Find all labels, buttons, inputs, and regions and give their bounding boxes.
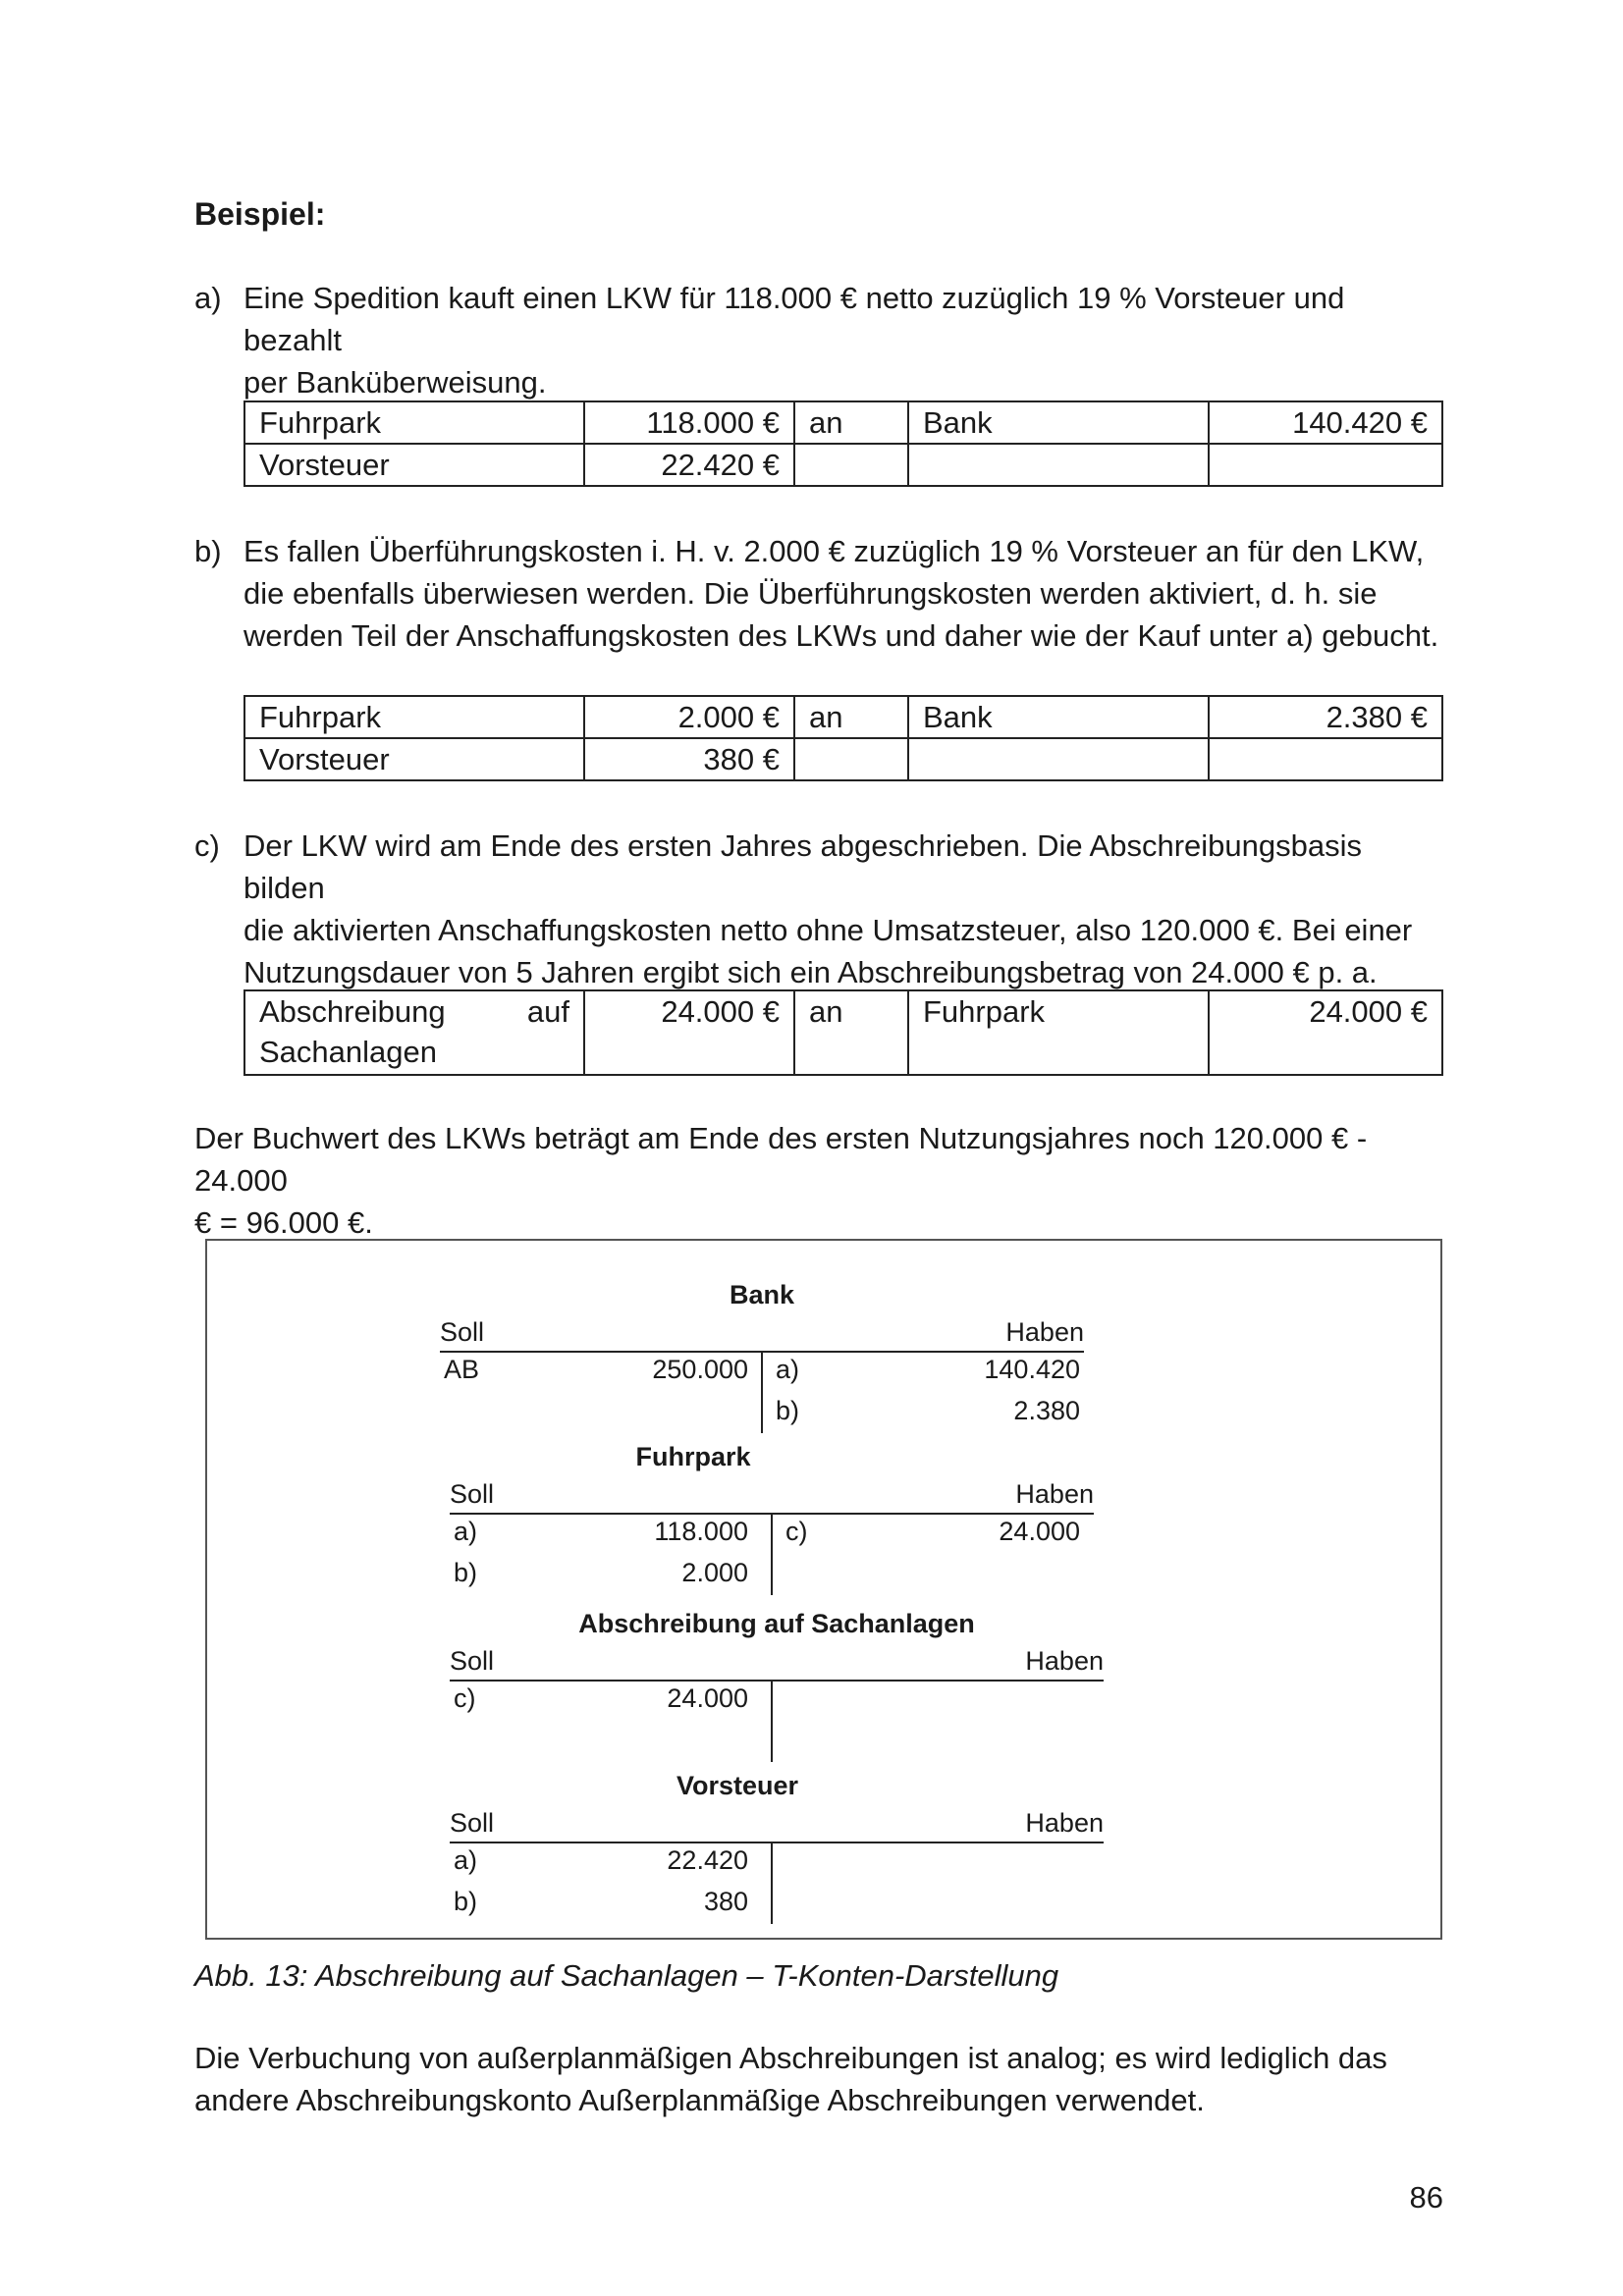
debit-value: 118.000 bbox=[654, 1517, 748, 1546]
debit-amount: 2.000 € bbox=[584, 696, 794, 738]
an-word: an bbox=[794, 401, 908, 444]
credit-amount: 24.000 € bbox=[1209, 990, 1442, 1075]
debit-account: Fuhrpark bbox=[244, 401, 584, 444]
t-account-title: Abschreibung auf Sachanlagen bbox=[578, 1609, 975, 1638]
haben-label: Haben bbox=[1015, 1479, 1094, 1509]
an-word: an bbox=[794, 696, 908, 738]
credit-label: c) bbox=[785, 1517, 808, 1546]
credit-account: Fuhrpark bbox=[908, 990, 1209, 1075]
empty-cell bbox=[794, 444, 908, 486]
debit-value: 24.000 bbox=[667, 1683, 748, 1713]
t-account-fuhrpark bbox=[450, 1442, 1094, 1589]
debit-label: a) bbox=[454, 1845, 478, 1875]
booking-table-b bbox=[243, 695, 1443, 781]
t-account-title: Bank bbox=[729, 1280, 795, 1309]
debit-line2: Sachanlagen bbox=[259, 1035, 437, 1069]
item-b-line2: die ebenfalls überwiesen werden. Die Überführungskosten werden aktiviert, d. h. sie bbox=[243, 576, 1378, 611]
item-b-line3: werden Teil der Anschaffungskosten des LKWs und daher wie der Kauf unter a) gebucht. bbox=[243, 618, 1439, 653]
debit-account: Vorsteuer bbox=[244, 738, 584, 780]
debit-label: b) bbox=[454, 1558, 478, 1587]
haben-label: Haben bbox=[1025, 1646, 1104, 1676]
page-number: 86 bbox=[1409, 2180, 1443, 2215]
credit-amount: 140.420 € bbox=[1209, 401, 1442, 444]
t-accounts-figure bbox=[205, 1239, 1442, 1940]
item-c-label: c) bbox=[194, 828, 220, 863]
debit-account: Vorsteuer bbox=[244, 444, 584, 486]
haben-label: Haben bbox=[1005, 1317, 1084, 1347]
t-account-top-line bbox=[450, 1842, 1104, 1843]
debit-amount: 24.000 € bbox=[584, 990, 794, 1075]
item-b-label: b) bbox=[194, 534, 222, 568]
soll-label: Soll bbox=[450, 1646, 495, 1676]
closing-paragraph bbox=[194, 2037, 1443, 2121]
item-a-line2: per Banküberweisung. bbox=[243, 365, 547, 400]
figure-caption: Abb. 13: Abschreibung auf Sachanlagen – T-Konten-Darstellung bbox=[194, 1958, 1059, 1993]
item-c-line3: Nutzungsdauer von 5 Jahren ergibt sich ein Abschreibungsbetrag von 24.000 € p. a. bbox=[243, 955, 1378, 989]
t-account-divider bbox=[771, 1842, 773, 1924]
soll-label: Soll bbox=[450, 1479, 495, 1509]
t-account-abschreibung bbox=[450, 1609, 1104, 1756]
t-account-top-line bbox=[450, 1680, 1104, 1682]
soll-label: Soll bbox=[450, 1808, 495, 1838]
empty-cell bbox=[1209, 738, 1442, 780]
debit-account bbox=[244, 990, 584, 1075]
heading: Beispiel: bbox=[194, 196, 326, 232]
item-c-line1: Der LKW wird am Ende des ersten Jahres abgeschrieben. Die Abschreibungsbasis bilden bbox=[243, 828, 1362, 905]
credit-account: Bank bbox=[908, 401, 1209, 444]
empty-cell bbox=[908, 444, 1209, 486]
item-a-line1: Eine Spedition kauft einen LKW für 118.000 € netto zuzüglich 19 % Vorsteuer und bezahlt bbox=[243, 281, 1345, 357]
closing-line1: Die Verbuchung von außerplanmäßigen Abschreibungen ist analog; es wird lediglich das bbox=[194, 2041, 1387, 2075]
t-account-title: Vorsteuer bbox=[676, 1771, 799, 1800]
empty-cell bbox=[1209, 444, 1442, 486]
empty-cell bbox=[908, 738, 1209, 780]
debit-label: AB bbox=[444, 1355, 480, 1384]
booking-table-c bbox=[243, 989, 1443, 1076]
t-account-divider bbox=[761, 1351, 763, 1433]
credit-value: 24.000 bbox=[999, 1517, 1080, 1546]
t-account-title: Fuhrpark bbox=[635, 1442, 751, 1471]
credit-value: 140.420 bbox=[984, 1355, 1080, 1384]
booking-table-a bbox=[243, 400, 1443, 487]
t-account-divider bbox=[771, 1680, 773, 1762]
item-a-label: a) bbox=[194, 281, 222, 315]
t-account-vorsteuer bbox=[450, 1771, 1104, 1918]
credit-label: a) bbox=[776, 1355, 800, 1384]
credit-amount: 2.380 € bbox=[1209, 696, 1442, 738]
empty-cell bbox=[794, 738, 908, 780]
t-account-divider bbox=[771, 1513, 773, 1595]
t-account-bank bbox=[440, 1280, 1084, 1427]
closing-line2: andere Abschreibungskonto Außerplanmäßige Abschreibungen verwendet. bbox=[194, 2083, 1205, 2117]
debit-amount: 22.420 € bbox=[584, 444, 794, 486]
credit-value: 2.380 bbox=[1013, 1396, 1080, 1425]
credit-label: b) bbox=[776, 1396, 800, 1425]
debit-value: 2.000 bbox=[681, 1558, 748, 1587]
buchwert-line2: € = 96.000 €. bbox=[194, 1205, 373, 1240]
debit-account: Fuhrpark bbox=[244, 696, 584, 738]
haben-label: Haben bbox=[1025, 1808, 1104, 1838]
debit-value: 380 bbox=[703, 1887, 748, 1916]
debit-word1: Abschreibung bbox=[259, 994, 446, 1029]
an-word: an bbox=[794, 990, 908, 1075]
item-c-line2: die aktivierten Anschaffungskosten netto ohne Umsatzsteuer, also 120.000 €. Bei einer bbox=[243, 913, 1413, 947]
credit-account: Bank bbox=[908, 696, 1209, 738]
debit-amount: 380 € bbox=[584, 738, 794, 780]
debit-word2: auf bbox=[526, 994, 569, 1029]
debit-label: b) bbox=[454, 1887, 478, 1916]
debit-label: a) bbox=[454, 1517, 478, 1546]
buchwert-paragraph bbox=[194, 1117, 1443, 1244]
debit-amount: 118.000 € bbox=[584, 401, 794, 444]
soll-label: Soll bbox=[440, 1317, 485, 1347]
debit-value: 22.420 bbox=[667, 1845, 748, 1875]
buchwert-line1: Der Buchwert des LKWs beträgt am Ende des ersten Nutzungsjahres noch 120.000 € - 24.000 bbox=[194, 1121, 1368, 1198]
debit-value: 250.000 bbox=[652, 1355, 748, 1384]
item-b-line1: Es fallen Überführungskosten i. H. v. 2.000 € zuzüglich 19 % Vorsteuer an für den LKW, bbox=[243, 534, 1425, 568]
debit-label: c) bbox=[454, 1683, 476, 1713]
